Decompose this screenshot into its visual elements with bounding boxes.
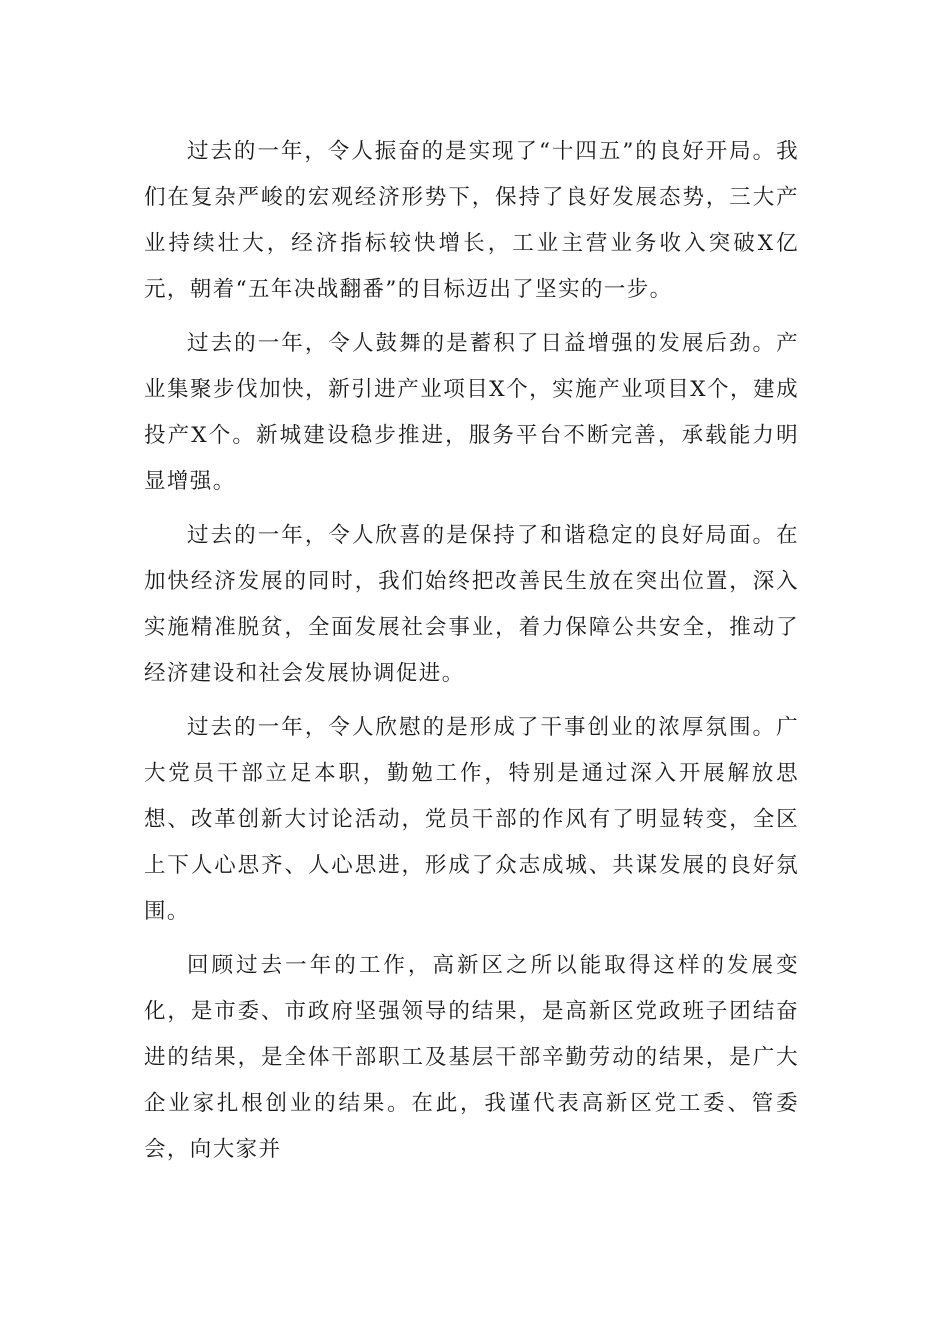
paragraph-2: 过去的一年，令人鼓舞的是蓄积了日益增强的发展后劲。产业集聚步伐加快，新引进产业项目X个，实施产业项目X个，建成投产X个。新城建设稳步推进，服务平台不断完善，承载能力明显增强。 — [144, 331, 799, 494]
paragraph-3: 过去的一年，令人欣喜的是保持了和谐稳定的良好局面。在加快经济发展的同时，我们始终把改善民生放在突出位置，深入实施精准脱贫，全面发展社会事业，着力保障公共安全，推动了经济建设和社会发展协调促进。 — [144, 523, 799, 686]
paragraph-5: 回顾过去一年的工作，高新区之所以能取得这样的发展变化，是市委、市政府坚强领导的结果，是高新区党政班子团结奋进的结果，是全体干部职工及基层干部辛勤劳动的结果，是广大企业家扎根创业的结果。在此，我谨代表高新区党工委、管委会，向大家并 — [144, 953, 799, 1162]
paragraph-4: 过去的一年，令人欣慰的是形成了干事创业的浓厚氛围。广大党员干部立足本职，勤勉工作，特别是通过深入开展解放思想、改革创新大讨论活动，党员干部的作风有了明显转变，全区上下人心思齐、人心思进，形成了众志成城、共谋发展的良好氛围。 — [144, 715, 799, 924]
paragraph-1: 过去的一年，令人振奋的是实现了“十四五”的良好开局。我们在复杂严峻的宏观经济形势下，保持了良好发展态势，三大产业持续壮大，经济指标较快增长，工业主营业务收入突破X亿元，朝着“五年决战翻番”的目标迈出了坚实的一步。 — [144, 139, 799, 302]
document-body — [144, 129, 799, 1181]
